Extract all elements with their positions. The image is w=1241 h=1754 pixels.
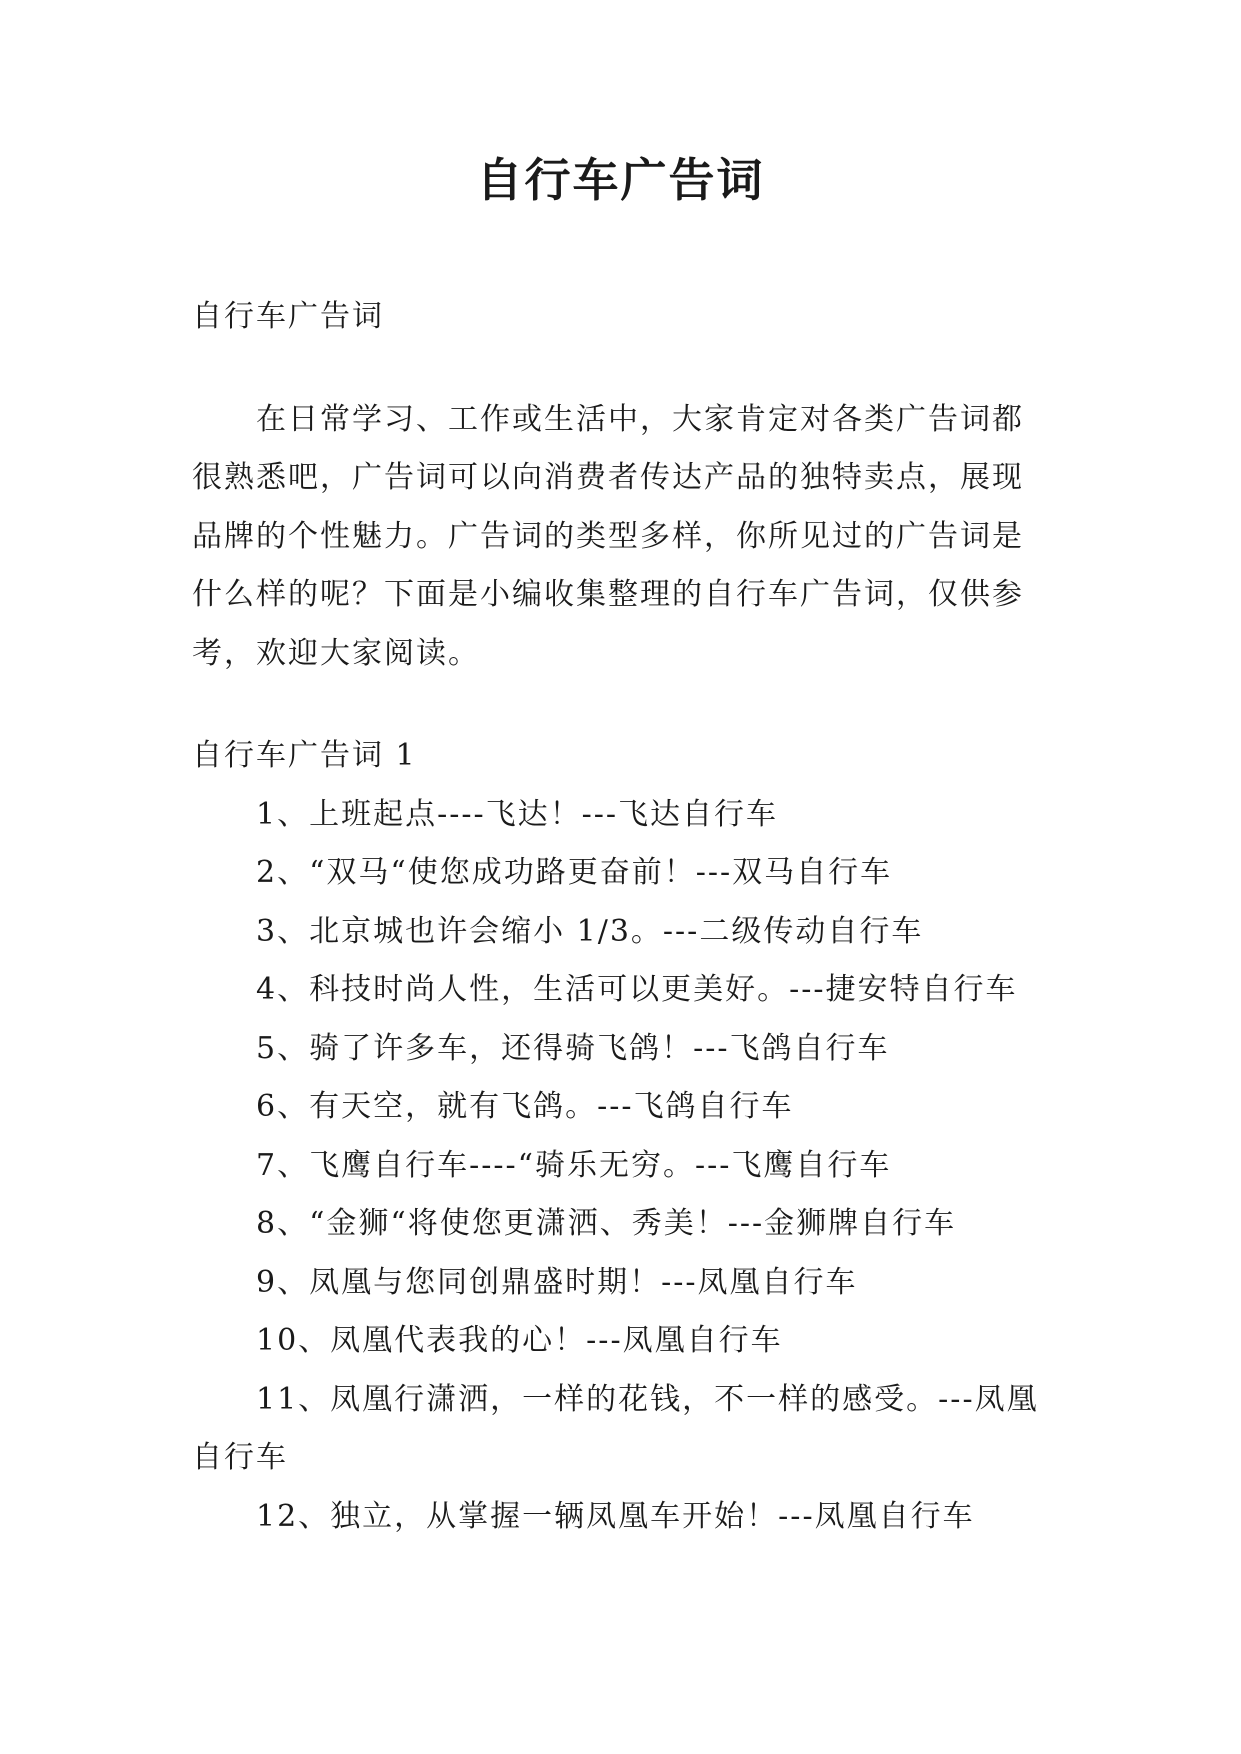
intro-paragraph: 在日常学习、工作或生活中，大家肯定对各类广告词都很熟悉吧，广告词可以向消费者传达产品的独特卖点，展现品牌的个性魅力。广告词的类型多样，你所见过的广告词是什么样的呢？下面是小编收集整理的自行车广告词，仅供参考，欢迎大家阅读。 xyxy=(192,401,1024,671)
list-item: 2、“双马“使您成功路更奋前！---双马自行车 xyxy=(256,855,893,890)
list-item: 4、科技时尚人性，生活可以更美好。---捷安特自行车 xyxy=(256,972,1018,1007)
list-item: 10、凤凰代表我的心！---凤凰自行车 xyxy=(256,1323,783,1358)
section-heading: 自行车广告词 1 xyxy=(192,738,417,773)
list-item: 5、骑了许多车，还得骑飞鸽！---飞鸽自行车 xyxy=(256,1030,890,1066)
list-item: 6、有天空，就有飞鸽。---飞鸽自行车 xyxy=(256,1089,794,1124)
list-item: 8、“金狮“将使您更潇洒、秀美！---金狮牌自行车 xyxy=(256,1206,957,1241)
document-title: 自行车广告词 xyxy=(476,153,765,207)
list-item: 12、独立，从掌握一辆凤凰车开始！---凤凰自行车 xyxy=(256,1498,975,1534)
document-subtitle: 自行车广告词 xyxy=(192,299,384,334)
list-item: 9、凤凰与您同创鼎盛时期！---凤凰自行车 xyxy=(256,1264,858,1300)
list-item: 11、凤凰行潇洒，一样的花钱，不一样的感受。---凤凰自行车 xyxy=(192,1381,1039,1475)
list-item: 7、飞鹰自行车----“骑乐无穷。---飞鹰自行车 xyxy=(256,1147,892,1183)
list-item: 3、北京城也许会缩小 1/3。---二级传动自行车 xyxy=(256,913,924,949)
slogan-list xyxy=(192,786,1052,1547)
list-item: 1、上班起点----飞达！---飞达自行车 xyxy=(256,796,779,832)
document-body xyxy=(192,288,1052,1546)
